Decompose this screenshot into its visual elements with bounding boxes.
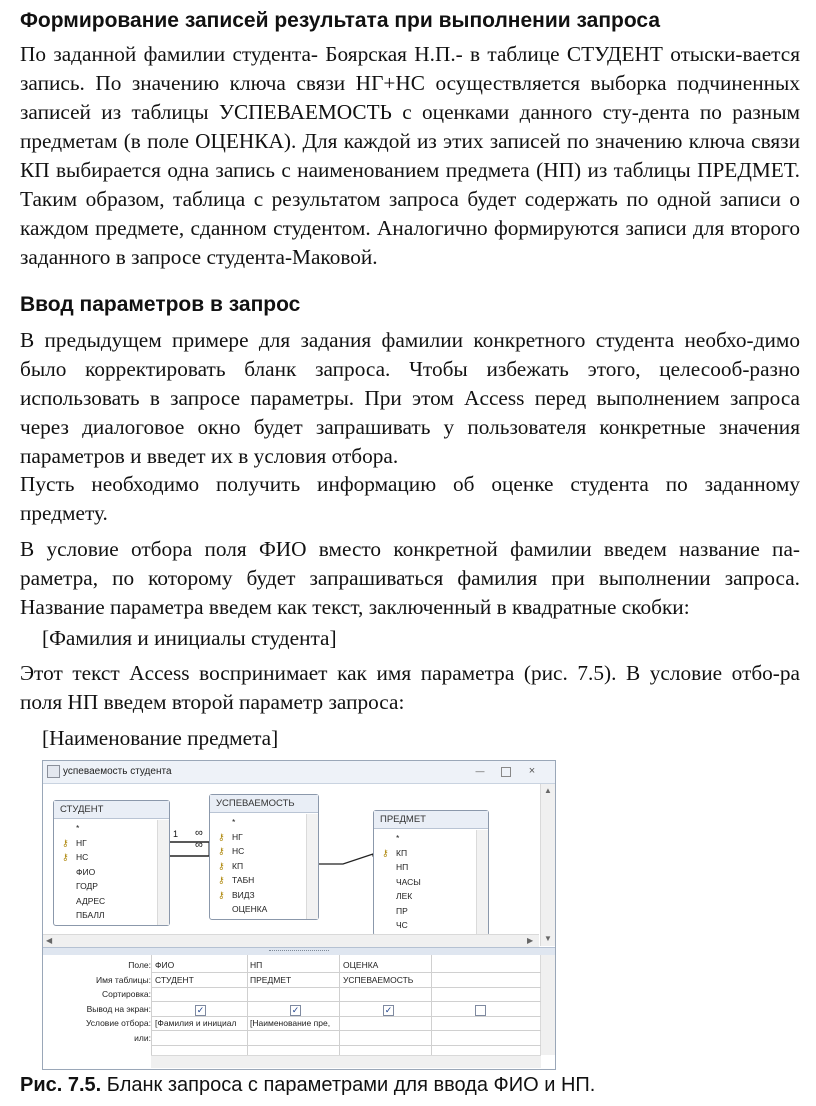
table-field[interactable]: * [76,823,80,833]
diagram-vertical-scrollbar[interactable] [540,784,555,946]
grid-cell-table[interactable]: ПРЕДМЕТ [250,974,292,985]
table-field[interactable]: АДРЕС [76,895,106,906]
table-progress-scrollbar[interactable] [306,814,318,919]
table-student-scrollbar[interactable] [157,820,169,925]
table-field[interactable]: ЛЕК [396,891,413,901]
scroll-right-icon[interactable]: ▶ [527,936,534,945]
grid-cell-table[interactable]: СТУДЕНТ [155,974,194,985]
primary-key-icon: ⚷ [218,831,225,842]
grid-cell-table[interactable]: УСПЕВАЕМОСТЬ [343,974,414,985]
show-checkbox[interactable] [475,1005,486,1016]
table-progress-title: УСПЕВАЕМОСТЬ [210,795,318,813]
show-checkbox[interactable]: ✓ [384,1004,393,1015]
window-titlebar [43,761,555,784]
table-student-title: СТУДЕНТ [54,801,169,819]
diagram-horizontal-scrollbar[interactable] [43,934,539,947]
figure-caption-number: Рис. 7.5. [20,1074,102,1096]
table-field[interactable]: ЧС [396,920,408,930]
relation-many-label-2: ∞ [195,839,203,851]
grid-row-label: Вывод на экран: [86,1003,151,1014]
query-grid [43,955,555,1069]
paragraph-parameters-intro: В предыдущем примере для задания фамилии конкретного студента необхо-димо было корректировать бланк запроса. Чтобы избежать этого, целесооб-разно использовать в запросе параметры. При этом Access перед выполнением запроса через диалоговое окно будет запрашивать у пользователя конкретные значения параметров и введет их в условия отбора. [20,328,800,468]
table-field[interactable]: НС [76,852,89,862]
scroll-down-icon[interactable]: ▼ [544,934,552,943]
table-field[interactable]: ЧАСЫ [396,876,421,887]
window-title: успеваемость студента [63,766,172,777]
grid-row-label: Сортировка: [101,989,151,999]
table-field[interactable]: ОЦЕНКА [232,904,268,914]
paragraph-criteria-np: Этот текст Access воспринимает как имя параметра (рис. 7.5). В условие отбо-ра поля НП введем второй параметр запроса: [20,661,800,714]
query-design-window [42,760,556,1070]
grid-cell-criteria[interactable]: [Фамилия и инициал [155,1018,237,1028]
table-field[interactable]: * [232,817,236,827]
table-field[interactable]: * [396,833,400,843]
paragraph-query-records: По заданной фамилии студента- Боярская Н.П.- в таблице СТУДЕНТ отыски-вается запись. По значению ключа связи НГ+НС осуществляется выборка подчиненных записей из таблицы УСПЕВАЕМОСТЬ с оценками данного сту-дента по разным предметам (в поле ОЦЕНКА). Для каждой из этих записей по значению ключа связи КП выбирается одна запись с наименованием предмета (НП) из таблицы ПРЕДМЕТ. Таким образом, таблица с результатом запроса будет содержать по одной записи о каждом предмете, сданном студентом. Аналогично формируются записи для второго заданного в запросе студента-Маковой. [20,42,800,269]
query-icon [47,765,60,778]
grid-cell-field[interactable]: ОЦЕНКА [343,960,379,970]
table-field[interactable]: НС [232,846,245,856]
close-icon[interactable]: × [528,765,536,777]
show-checkbox[interactable]: ✓ [291,1004,300,1015]
table-field[interactable]: КП [232,860,244,871]
table-field[interactable]: ВИДЗ [232,889,255,900]
relation-many-label: ∞ [195,827,203,839]
table-subject-title: ПРЕДМЕТ [374,811,488,829]
show-checkbox[interactable]: ✓ [196,1004,205,1015]
table-field[interactable]: ПБАЛЛ [76,910,105,920]
parameter-example-np: [Наименование предмета] [42,726,279,750]
paragraph-criteria-fio: В условие отбора поля ФИО вместо конкретной фамилии введем название па-раметра, по которому будет запрашиваться фамилия при выполнении запроса. Название параметра введем как текст, заключенный в квадратные скобки: [20,537,800,619]
section-heading-query-records: Формирование записей результата при выполнении запроса [20,9,660,32]
primary-key-icon: ⚷ [382,847,389,858]
table-field[interactable]: НП [396,862,409,872]
table-diagram-pane [43,784,537,934]
table-field[interactable]: ТАБН [232,875,255,885]
grid-row-label: Условие отбора: [85,1018,151,1028]
figure-caption [20,1072,595,1098]
grid-cell-criteria[interactable]: [Наименование пре, [250,1018,331,1028]
primary-key-icon: ⚷ [218,889,225,900]
parameter-example-fio: [Фамилия и инициалы студента] [42,626,337,650]
primary-key-icon: ⚷ [62,852,69,862]
paragraph-task: Пусть необходимо получить информацию об оценке студента по заданному предмету. [20,472,800,525]
scroll-up-icon[interactable]: ▲ [544,786,552,795]
figure-caption-text: Бланк запроса с параметрами для ввода ФИО и НП. [101,1074,596,1096]
table-field[interactable]: НГ [76,837,87,848]
table-field[interactable]: ФИО [76,866,96,877]
grid-cell-field[interactable]: ФИО [155,960,175,970]
table-field[interactable]: ГОДР [76,881,98,891]
minimize-icon[interactable]: — [475,766,485,776]
section-heading-parameters: Ввод параметров в запрос [20,293,301,316]
primary-key-icon: ⚷ [62,837,69,848]
scroll-left-icon[interactable]: ◀ [46,936,53,945]
table-subject-scrollbar[interactable] [476,830,488,935]
primary-key-icon: ⚷ [218,846,225,856]
restore-icon[interactable] [501,767,511,777]
relation-one-label: 1 [173,829,179,839]
table-student[interactable] [53,800,170,926]
primary-key-icon: ⚷ [218,860,225,871]
grid-vertical-scrollbar[interactable] [540,955,555,1055]
grid-row-label: Имя таблицы: [96,974,151,985]
table-field[interactable]: ПР [396,905,408,916]
grid-row-label: Поле: [128,960,151,970]
table-progress[interactable] [209,794,319,920]
primary-key-icon: ⚷ [218,875,225,885]
grid-row-label: или: [134,1032,151,1043]
table-field[interactable]: КП [396,847,408,858]
grid-horizontal-scrollbar[interactable] [151,1055,541,1068]
table-subject[interactable] [373,810,489,936]
table-field[interactable]: НГ [232,831,243,842]
grid-cell-field[interactable]: НП [250,960,263,970]
